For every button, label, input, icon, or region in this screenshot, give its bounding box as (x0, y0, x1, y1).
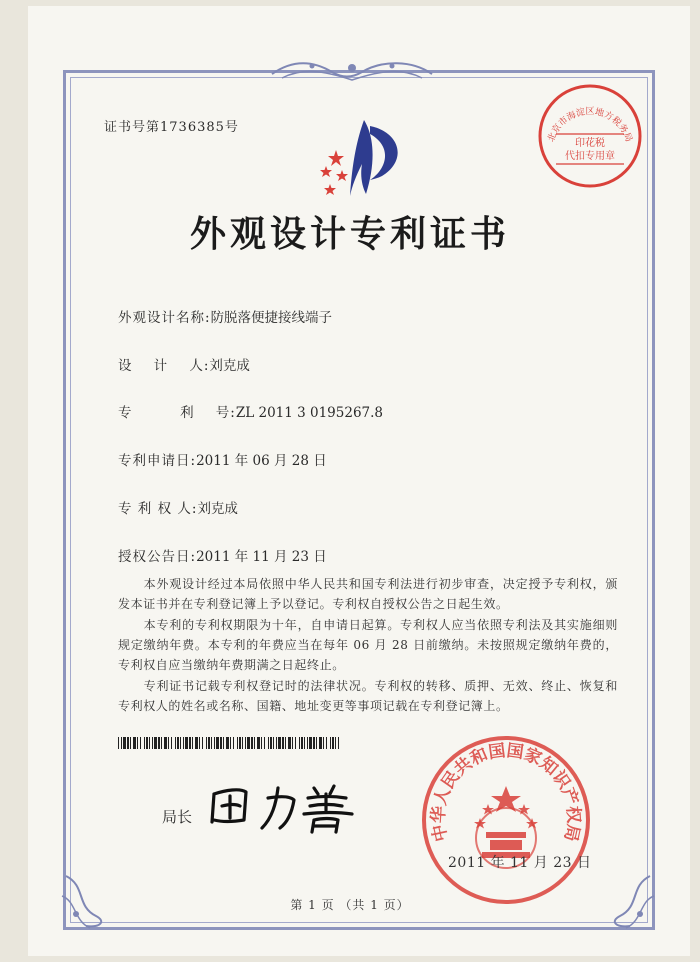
barcode-bar (211, 737, 212, 749)
barcode-bar (164, 737, 167, 749)
field-value: ZL 2011 3 0195267.8 (235, 405, 384, 421)
barcode-bar (319, 737, 322, 749)
field-patentee (118, 497, 238, 517)
barcode-bar (199, 737, 200, 749)
top-ornament-icon (262, 56, 442, 86)
barcode-bar (288, 737, 291, 749)
barcode-bar (237, 737, 238, 749)
barcode-bar (226, 737, 229, 749)
barcode-bar (189, 737, 191, 749)
state-ip-office-seal-icon (420, 734, 592, 906)
barcode-icon (118, 737, 340, 749)
seal-date: 2011 年 11 月 23 日 (448, 855, 592, 871)
tax-seal-icon (536, 82, 644, 190)
tax-seal-arc-text: 北京市海淀区地方税务局 (546, 107, 634, 144)
barcode-bar (285, 737, 286, 749)
field-label: 专 利 权 人: (118, 501, 198, 517)
barcode-bar (254, 737, 255, 749)
barcode-bar (149, 737, 150, 749)
paragraph-legal-status: 专利证书记载专利权登记时的法律状况。专利权的转移、质押、无效、终止、恢复和专利权人的姓名或名称、国籍、地址变更等事项记载在专利登记簿上。 (118, 679, 618, 713)
barcode-bar (152, 737, 153, 749)
tax-seal-line-1: 印花税 (575, 138, 605, 149)
barcode-bar (239, 737, 241, 749)
barcode-bar (161, 737, 162, 749)
barcode-bar (323, 737, 324, 749)
field-value: 刘克成 (209, 358, 250, 374)
barcode-bar (177, 737, 179, 749)
barcode-bar (137, 737, 138, 749)
director-label: 局长 (162, 808, 193, 826)
barcode-bar (214, 737, 215, 749)
field-design-name (118, 306, 332, 326)
barcode-bar (301, 737, 303, 749)
field-label: 外观设计名称: (118, 310, 211, 326)
barcode-bar (295, 737, 296, 749)
field-application-date (118, 449, 327, 469)
field-label: 授权公告日: (118, 549, 197, 565)
paragraph-examination: 本外观设计经过本局依照中华人民共和国专利法进行初步审查，决定授予专利权，颁发本证书并在专利登记簿上予以登记。专利权自授权公告之日起生效。 (118, 577, 618, 611)
seal-arc-text: 中华人民共和国国家知识产权局 (428, 740, 584, 844)
barcode-bar (292, 737, 293, 749)
barcode-bar (192, 737, 193, 749)
barcode-bar (338, 737, 339, 749)
page-footer: 第 1 页 （共 1 页） (290, 898, 410, 912)
barcode-bar (168, 737, 169, 749)
barcode-bar (121, 737, 122, 749)
barcode-bar (183, 737, 184, 749)
field-value: 防脱落便捷接线端子 (210, 310, 333, 326)
barcode-bar (273, 737, 274, 749)
barcode-bar (332, 737, 334, 749)
barcode-bar (242, 737, 243, 749)
field-label: 专 利 号: (118, 405, 236, 421)
barcode-bar (206, 737, 207, 749)
barcode-bar (195, 737, 198, 749)
field-value: 2011 年 11 月 23 日 (196, 549, 327, 565)
barcode-bar (216, 737, 219, 749)
paragraph-term: 本专利的专利权期限为十年，自申请日起算。专利权人应当依照专利法及其实施细则规定缴纳年费。本专利的年费应当在每年 06 月 28 日前缴纳。未按照规定缴纳年费的，专利权自应当缴纳年费期满之日起终止。 (118, 618, 618, 672)
field-designer (118, 354, 250, 374)
barcode-bar (330, 737, 331, 749)
barcode-bar (140, 737, 141, 749)
field-label: 设 计 人: (118, 358, 210, 374)
barcode-bar (335, 737, 336, 749)
patent-office-logo-icon (312, 116, 412, 202)
barcode-bar (154, 737, 157, 749)
barcode-bar (282, 737, 284, 749)
field-label: 专利申请日: (118, 453, 197, 469)
barcode-bar (299, 737, 300, 749)
barcode-bar (223, 737, 224, 749)
certificate-number: 证书号第1736385号 (104, 120, 239, 135)
barcode-bar (208, 737, 210, 749)
barcode-bar (171, 737, 172, 749)
field-value: 2011 年 06 月 28 日 (196, 453, 327, 469)
barcode-bar (230, 737, 231, 749)
tax-seal-line-2: 代扣专用章 (565, 151, 615, 162)
barcode-bar (257, 737, 260, 749)
barcode-bar (175, 737, 176, 749)
barcode-bar (202, 737, 203, 749)
barcode-bar (133, 737, 136, 749)
barcode-bar (185, 737, 188, 749)
barcode-bar (251, 737, 253, 749)
barcode-bar (268, 737, 269, 749)
field-grant-date (118, 545, 327, 565)
barcode-bar (220, 737, 222, 749)
director-signature-icon (206, 778, 356, 834)
barcode-bar (144, 737, 145, 749)
barcode-bar (146, 737, 148, 749)
barcode-bar (123, 737, 126, 749)
barcode-bar (304, 737, 305, 749)
barcode-bar (130, 737, 131, 749)
field-patent-number (118, 401, 383, 421)
barcode-bar (313, 737, 315, 749)
field-value: 刘克成 (197, 501, 238, 517)
barcode-bar (247, 737, 250, 749)
barcode-bar (278, 737, 281, 749)
barcode-bar (245, 737, 246, 749)
page-title: 外观设计专利证书 (189, 213, 510, 255)
barcode-bar (118, 737, 119, 749)
barcode-bar (158, 737, 160, 749)
barcode-bar (326, 737, 327, 749)
barcode-bar (233, 737, 234, 749)
barcode-bar (270, 737, 272, 749)
barcode-bar (276, 737, 277, 749)
barcode-bar (261, 737, 262, 749)
barcode-bar (180, 737, 181, 749)
barcode-bar (307, 737, 308, 749)
barcode-bar (309, 737, 312, 749)
barcode-bar (316, 737, 317, 749)
barcode-bar (264, 737, 265, 749)
barcode-bar (127, 737, 129, 749)
